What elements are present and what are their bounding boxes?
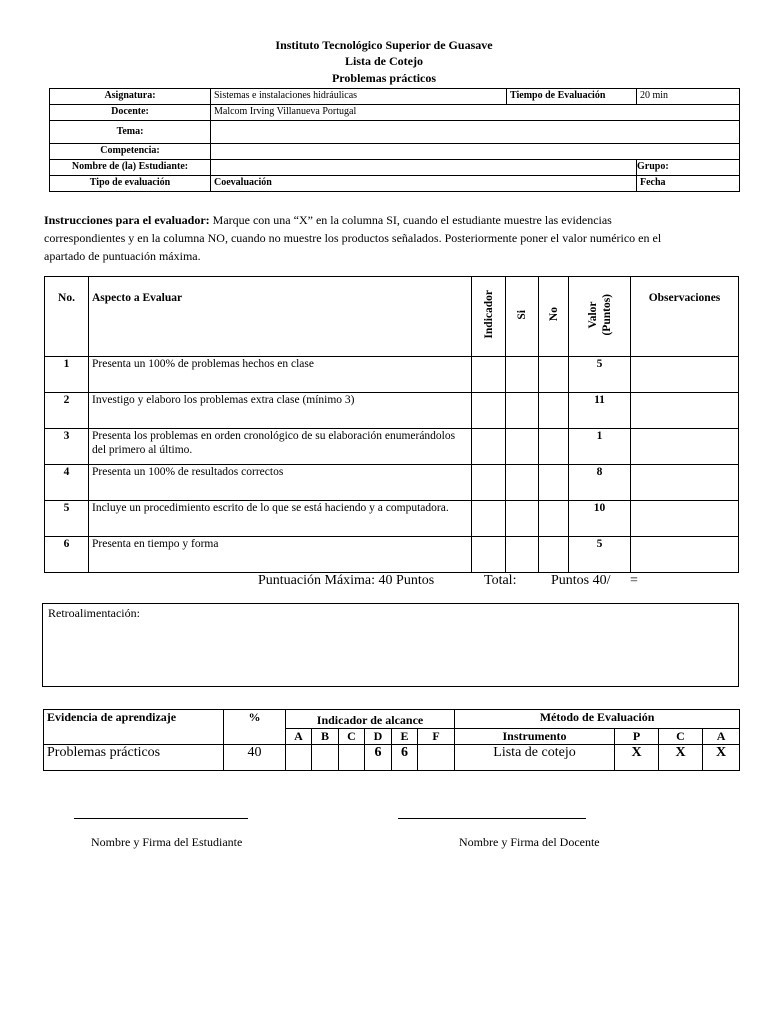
row-aspecto: Presenta en tiempo y forma — [89, 537, 472, 573]
row-valor: 5 — [569, 357, 631, 393]
instructions-text-3: apartado de puntuación máxima. — [44, 249, 201, 263]
row-observaciones[interactable] — [631, 465, 739, 501]
row-number: 3 — [45, 429, 89, 465]
feedback-label: Retroalimentación: — [48, 606, 140, 620]
table-row — [45, 465, 739, 501]
row-valor: 1 — [569, 429, 631, 465]
score-c — [339, 745, 365, 771]
tema-value[interactable] — [211, 121, 740, 144]
checklist-header-row — [45, 277, 739, 357]
total-label: Total: — [484, 573, 517, 588]
info-row-tipo — [50, 176, 740, 192]
info-row-competencia — [50, 144, 740, 160]
row-observaciones[interactable] — [631, 357, 739, 393]
instructions-block — [44, 211, 734, 265]
instructions-text-1: Marque con una “X” en la columna SI, cuando el estudiante muestre las evidencias — [209, 213, 612, 227]
table-row — [45, 393, 739, 429]
c-header: C — [659, 729, 703, 745]
grupo-cell — [637, 160, 740, 176]
puntos-text: Puntos 40/ — [551, 573, 611, 588]
row-no-checkbox[interactable] — [539, 537, 569, 573]
header-indicador-cell — [472, 277, 506, 357]
tiempo-value: 20 min — [637, 89, 740, 105]
row-valor: 10 — [569, 501, 631, 537]
info-row-asignatura — [50, 89, 740, 105]
row-indicador[interactable] — [472, 393, 506, 429]
header-no-col-cell — [539, 277, 569, 357]
score-d: 6 — [365, 745, 392, 771]
header-observaciones: Observaciones — [631, 277, 739, 357]
row-number: 1 — [45, 357, 89, 393]
row-si-checkbox[interactable] — [506, 357, 539, 393]
row-no-checkbox[interactable] — [539, 357, 569, 393]
row-number: 2 — [45, 393, 89, 429]
table-row — [45, 501, 739, 537]
tiempo-label: Tiempo de Evaluación — [507, 89, 637, 105]
asignatura-value: Sistemas e instalaciones hidráulicas — [211, 89, 507, 105]
info-row-estudiante — [50, 160, 740, 176]
row-aspecto: Presenta un 100% de resultados correctos — [89, 465, 472, 501]
competencia-label: Competencia: — [50, 144, 211, 160]
student-signature-label: Nombre y Firma del Estudiante — [91, 835, 243, 849]
header-si: Si — [516, 309, 528, 320]
c-mark: X — [659, 745, 703, 771]
header-valor-cell — [569, 277, 631, 357]
row-no-checkbox[interactable] — [539, 393, 569, 429]
header-valor: Valor (Puntos) — [586, 293, 613, 336]
list-title: Lista de Cotejo — [345, 54, 423, 68]
a-header: A — [703, 729, 740, 745]
row-si-checkbox[interactable] — [506, 429, 539, 465]
grupo-label: Grupo: — [637, 161, 669, 172]
row-no-checkbox[interactable] — [539, 501, 569, 537]
letter-c: C — [339, 729, 365, 745]
instructions-lead: Instrucciones para el evaluador: — [44, 213, 210, 227]
letter-e: E — [392, 729, 418, 745]
header-si-cell — [506, 277, 539, 357]
metodo-header: Método de Evaluación — [455, 710, 740, 729]
row-si-checkbox[interactable] — [506, 501, 539, 537]
letter-f: F — [418, 729, 455, 745]
row-observaciones[interactable] — [631, 393, 739, 429]
feedback-box[interactable] — [42, 603, 739, 687]
score-a — [286, 745, 312, 771]
tema-label: Tema: — [50, 121, 211, 144]
info-table — [49, 88, 740, 192]
row-indicador[interactable] — [472, 537, 506, 573]
table-row — [45, 537, 739, 573]
row-aspecto: Presenta un 100% de problemas hechos en clase — [89, 357, 472, 393]
row-valor: 11 — [569, 393, 631, 429]
row-number: 4 — [45, 465, 89, 501]
row-aspecto: Presenta los problemas en orden cronológico de su elaboración enumerándolos del primero al último. — [89, 429, 472, 465]
row-no-checkbox[interactable] — [539, 429, 569, 465]
row-si-checkbox[interactable] — [506, 537, 539, 573]
score-e: 6 — [392, 745, 418, 771]
instructions-text-2: correspondientes y en la columna NO, cuando no muestre los productos señalados. Posteriormente poner el valor numérico en el — [44, 231, 662, 245]
indicador-alcance-header: Indicador de alcance — [286, 710, 455, 729]
asignatura-label: Asignatura: — [50, 89, 211, 105]
evidencia-value: Problemas prácticos — [44, 745, 224, 771]
row-observaciones[interactable] — [631, 537, 739, 573]
competencia-value[interactable] — [211, 144, 740, 160]
fecha-label: Fecha — [637, 176, 740, 192]
checklist-table — [44, 276, 739, 573]
header-aspecto: Aspecto a Evaluar — [89, 277, 472, 357]
row-indicador[interactable] — [472, 429, 506, 465]
table-row — [45, 357, 739, 393]
equals-sign: = — [630, 573, 638, 588]
max-score-text: Puntuación Máxima: 40 Puntos — [258, 573, 435, 588]
letter-b: B — [312, 729, 339, 745]
instrumento-header: Instrumento — [455, 729, 615, 745]
row-number: 5 — [45, 501, 89, 537]
header-indicador: Indicador — [482, 290, 495, 339]
tipo-value: Coevaluación — [211, 176, 637, 192]
header-no-col: No — [547, 307, 560, 322]
student-signature-line[interactable] — [74, 818, 248, 819]
row-aspecto: Incluye un procedimiento escrito de lo que se está haciendo y a computadora. — [89, 501, 472, 537]
row-indicador[interactable] — [472, 501, 506, 537]
row-si-checkbox[interactable] — [506, 393, 539, 429]
teacher-signature-label: Nombre y Firma del Docente — [459, 835, 600, 849]
row-si-checkbox[interactable] — [506, 465, 539, 501]
p-mark: X — [615, 745, 659, 771]
letter-d: D — [365, 729, 392, 745]
institution-title: Instituto Tecnológico Superior de Guasave — [275, 38, 493, 52]
row-indicador[interactable] — [472, 357, 506, 393]
table-row — [45, 429, 739, 465]
p-header: P — [615, 729, 659, 745]
instrumento-value: Lista de cotejo — [455, 745, 615, 771]
evaluation-table — [43, 709, 740, 771]
docente-value: Malcom Irving Villanueva Portugal — [211, 105, 740, 121]
row-observaciones[interactable] — [631, 501, 739, 537]
row-observaciones[interactable] — [631, 429, 739, 465]
percent-value: 40 — [224, 745, 286, 771]
docente-label: Docente: — [50, 105, 211, 121]
row-indicador[interactable] — [472, 465, 506, 501]
eval-header-row-1 — [44, 710, 740, 729]
estudiante-label: Nombre de (la) Estudiante: — [50, 160, 211, 176]
row-number: 6 — [45, 537, 89, 573]
row-valor: 5 — [569, 537, 631, 573]
eval-data-row — [44, 745, 740, 771]
header-no: No. — [45, 277, 89, 357]
percent-header: % — [224, 710, 286, 745]
evidencia-header: Evidencia de aprendizaje — [44, 710, 224, 745]
info-row-docente — [50, 105, 740, 121]
info-row-tema — [50, 121, 740, 144]
row-valor: 8 — [569, 465, 631, 501]
a-mark: X — [703, 745, 740, 771]
estudiante-value[interactable] — [211, 160, 637, 176]
tipo-label: Tipo de evaluación — [50, 176, 211, 192]
teacher-signature-line[interactable] — [398, 818, 586, 819]
letter-a: A — [286, 729, 312, 745]
score-f — [418, 745, 455, 771]
score-b — [312, 745, 339, 771]
row-no-checkbox[interactable] — [539, 465, 569, 501]
row-aspecto: Investigo y elaboro los problemas extra clase (mínimo 3) — [89, 393, 472, 429]
document-subject-title: Problemas prácticos — [331, 71, 437, 85]
